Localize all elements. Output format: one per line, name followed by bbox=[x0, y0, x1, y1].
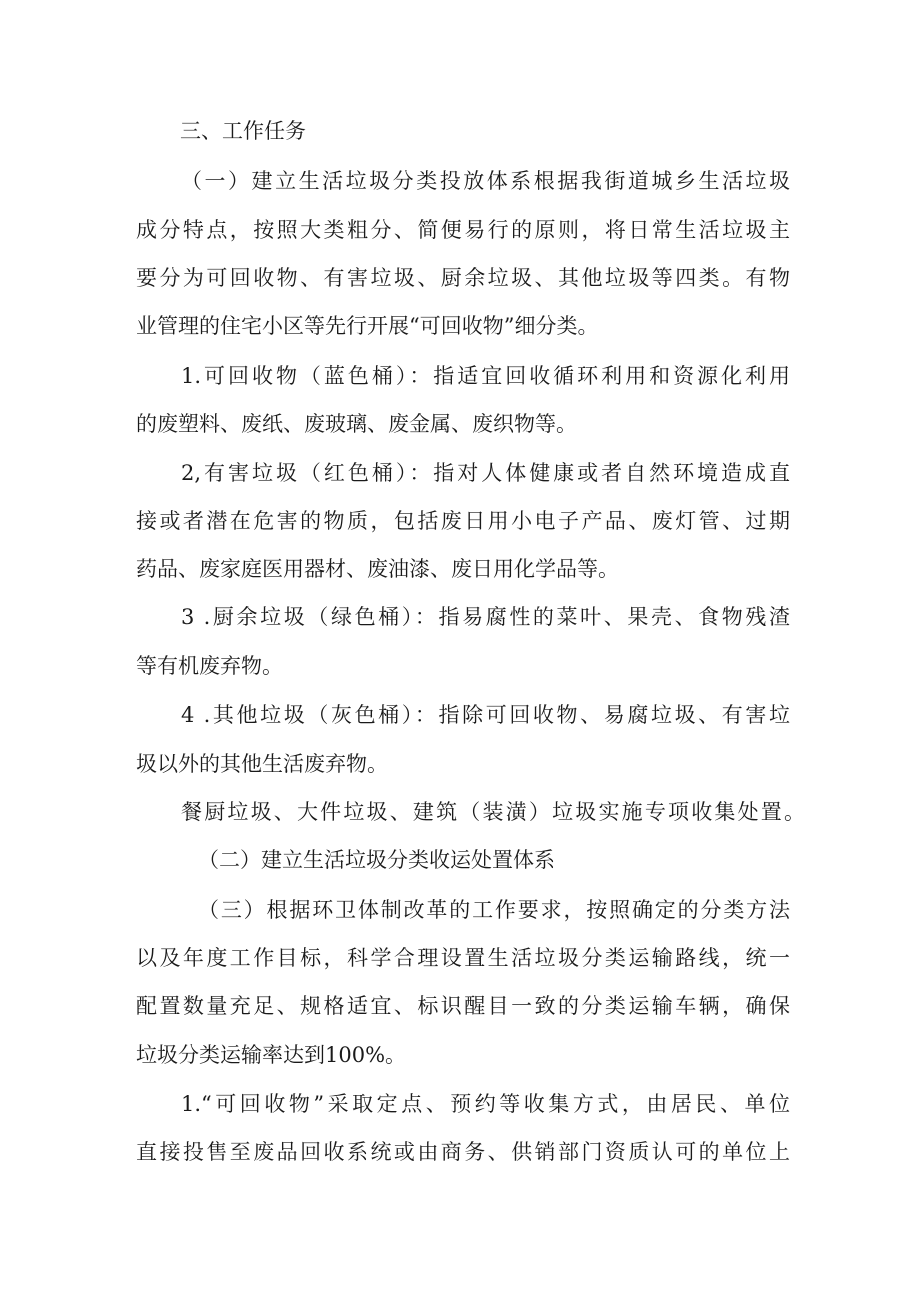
paragraph-line: 接或者潜在危害的物质，包括废日用小电子产品、废灯管、过期 bbox=[136, 509, 790, 533]
paragraph-line: （一）建立生活垃圾分类投放体系根据我街道城乡生活垃圾 bbox=[181, 169, 790, 193]
paragraph-line: 1.可回收物（蓝色桶）：指适宜回收循环利用和资源化利用 bbox=[181, 364, 790, 388]
paragraph-line: 配置数量充足、规格适宜、标识醒目一致的分类运输车辆，确保 bbox=[136, 994, 790, 1018]
section-heading: 三、工作任务 bbox=[180, 119, 306, 143]
paragraph-line: 成分特点，按照大类粗分、简便易行的原则，将日常生活垃圾主 bbox=[136, 218, 790, 242]
paragraph-line: 1.“可回收物”采取定点、预约等收集方式，由居民、单位 bbox=[181, 1092, 790, 1116]
paragraph-line: 以及年度工作目标，科学合理设置生活垃圾分类运输路线，统一 bbox=[136, 946, 790, 970]
paragraph-line: 直接投售至废品回收系统或由商务、供销部门资质认可的单位上 bbox=[136, 1140, 790, 1164]
paragraph-line: 业管理的住宅小区等先行开展“可回收物”细分类。 bbox=[136, 314, 599, 338]
paragraph-line: 2,有害垃圾（红色桶）：指对人体健康或者自然环境造成直 bbox=[181, 461, 790, 485]
paragraph-line: 药品、废家庭医用器材、废油漆、废日用化学品等。 bbox=[136, 557, 619, 581]
paragraph-line: 圾以外的其他生活废弃物。 bbox=[136, 752, 388, 776]
paragraph-line: 垃圾分类运输率达到100%。 bbox=[136, 1043, 407, 1067]
paragraph-line: 等有机废弃物。 bbox=[136, 654, 283, 678]
paragraph-line: 4 .其他垃圾（灰色桶）：指除可回收物、易腐垃圾、有害垃 bbox=[181, 703, 790, 727]
paragraph-line: 的废塑料、废纸、废玻璃、废金属、废织物等。 bbox=[136, 412, 577, 436]
paragraph-line: 3 .厨余垃圾（绿色桶）：指易腐性的菜叶、果壳、食物残渣 bbox=[181, 605, 790, 629]
subsection-heading: （二）建立生活垃圾分类收运处置体系 bbox=[198, 848, 555, 872]
paragraph-line: 餐厨垃圾、大件垃圾、建筑（装潢）垃圾实施专项收集处置。 bbox=[181, 800, 805, 824]
paragraph-line: 要分为可回收物、有害垃圾、厨余垃圾、其他垃圾等四类。有物 bbox=[136, 266, 790, 290]
paragraph-line: （三）根据环卫体制改革的工作要求，按照确定的分类方法 bbox=[198, 898, 790, 922]
